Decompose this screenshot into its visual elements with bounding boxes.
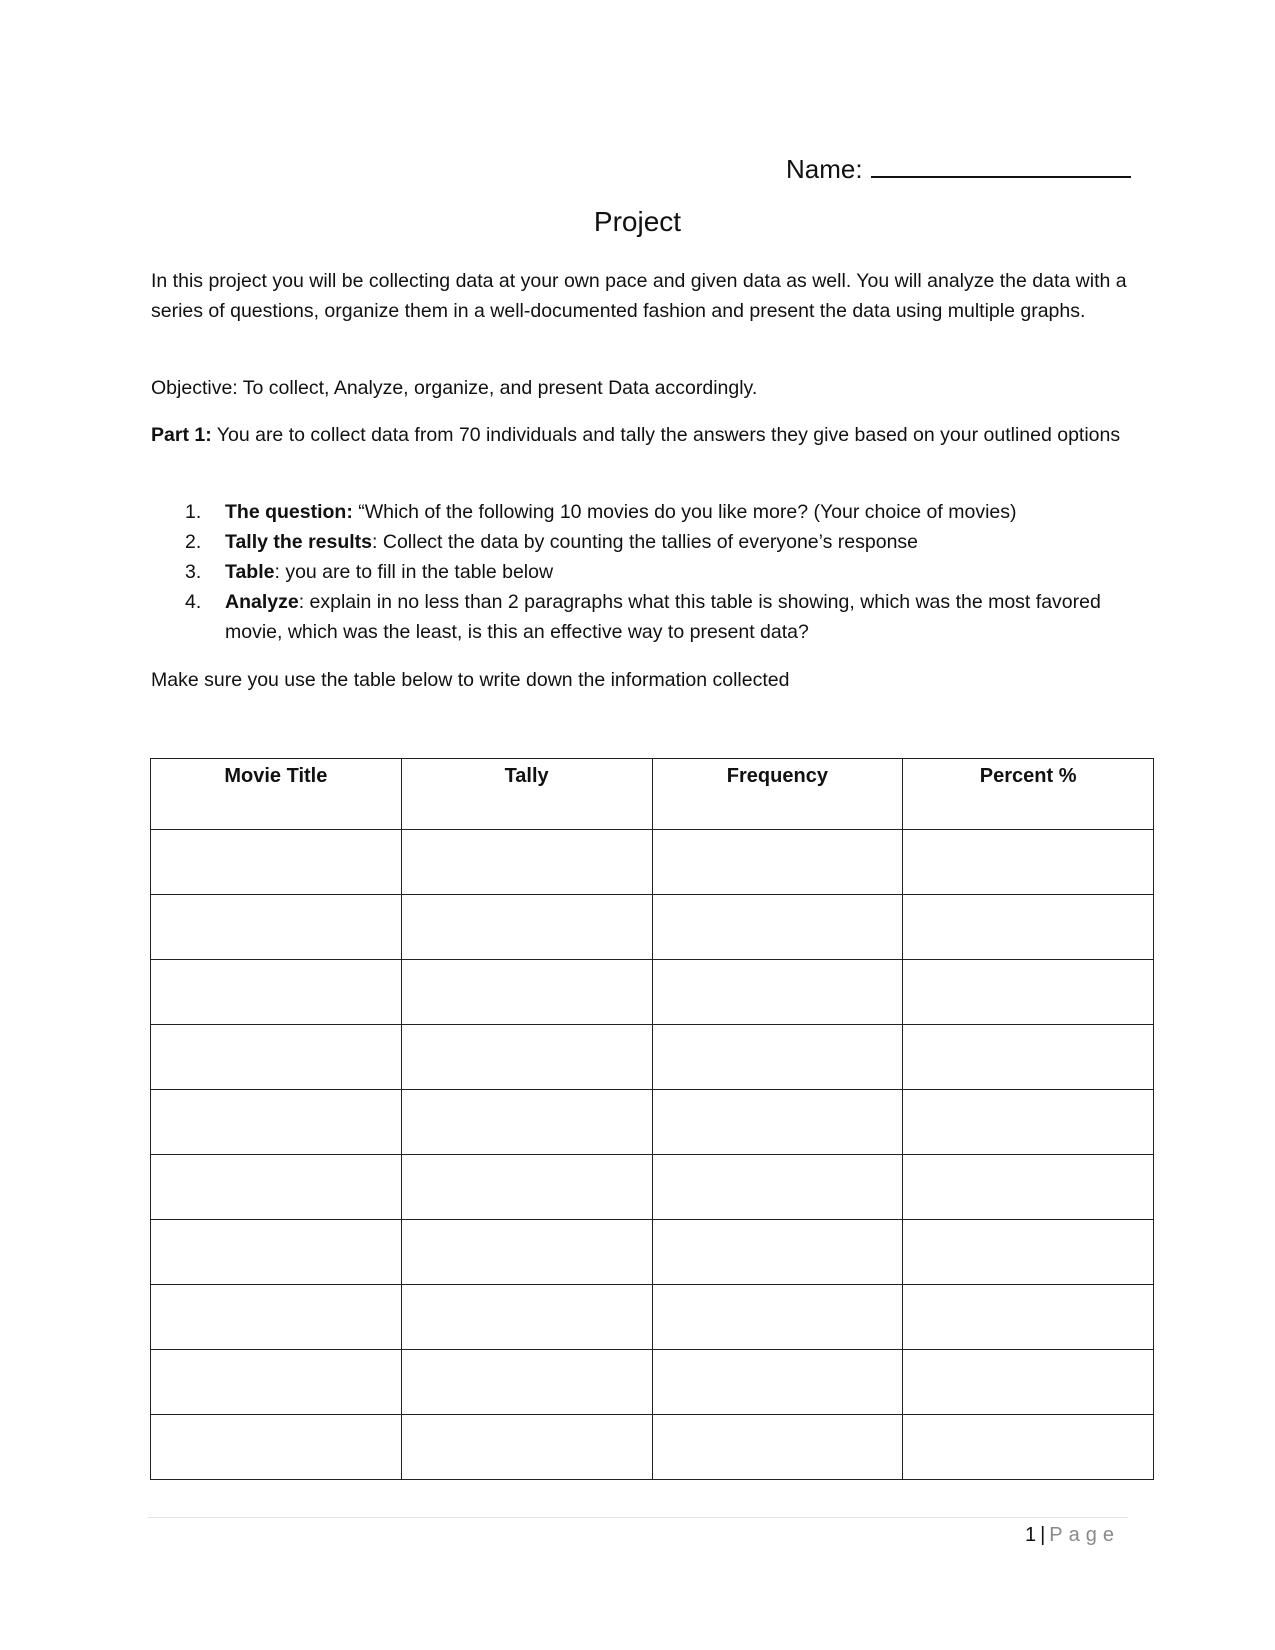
objective-paragraph: Objective: To collect, Analyze, organize, and present Data accordingly.: [151, 377, 758, 399]
table-cell[interactable]: [652, 1285, 903, 1350]
table-header-row: [151, 759, 1154, 830]
table-cell[interactable]: [903, 960, 1154, 1025]
step-heading: Tally the results: [225, 531, 373, 553]
table-cell[interactable]: [401, 1090, 652, 1155]
table-row: [151, 1415, 1154, 1480]
table-cell[interactable]: [151, 895, 402, 960]
step-heading: The question:: [225, 501, 353, 523]
list-item: [185, 527, 1105, 557]
name-field: [786, 152, 1131, 185]
table-cell[interactable]: [401, 1350, 652, 1415]
table-row: [151, 895, 1154, 960]
table-cell[interactable]: [903, 1285, 1154, 1350]
table-cell[interactable]: [903, 1220, 1154, 1285]
table-row: [151, 1285, 1154, 1350]
table-cell[interactable]: [401, 895, 652, 960]
table-cell[interactable]: [903, 830, 1154, 895]
table-row: [151, 1220, 1154, 1285]
table-cell[interactable]: [151, 830, 402, 895]
intro-paragraph: In this project you will be collecting data at your own pace and given data as well. You will analyze the data with a series of questions, organize them in a well-documented fashion and present the data using multiple graphs.: [151, 270, 1127, 322]
part1-text: You are to collect data from 70 individuals and tally the answers they give based on your outlined options: [211, 424, 1121, 446]
table-body: [151, 830, 1154, 1480]
table-row: [151, 830, 1154, 895]
steps-list: [185, 497, 1105, 647]
table-cell[interactable]: [401, 830, 652, 895]
name-blank-line[interactable]: [871, 152, 1131, 178]
list-item: [185, 587, 1105, 647]
part1-paragraph: [151, 420, 1131, 450]
instruction-paragraph: Make sure you use the table below to write down the information collected: [151, 669, 790, 691]
table-cell[interactable]: [903, 1415, 1154, 1480]
table-cell[interactable]: [652, 1025, 903, 1090]
table-cell[interactable]: [652, 960, 903, 1025]
table-cell[interactable]: [652, 1220, 903, 1285]
step-text: : explain in no less than 2 paragraphs what this table is showing, which was the most favored movie, which was the least, is this an effective way to present data?: [225, 591, 1101, 643]
movie-data-table: [150, 758, 1154, 1480]
page-number: 1: [1024, 1524, 1037, 1546]
table-row: [151, 1025, 1154, 1090]
table-cell[interactable]: [401, 1285, 652, 1350]
table-cell[interactable]: [151, 1220, 402, 1285]
step-heading: Table: [225, 561, 275, 583]
page-word: Page: [1049, 1524, 1120, 1546]
table-row: [151, 960, 1154, 1025]
step-number: 3.: [185, 561, 202, 583]
page-footer: [1025, 1524, 1120, 1547]
step-heading: Analyze: [225, 591, 299, 613]
table-cell[interactable]: [151, 1285, 402, 1350]
table-cell[interactable]: [903, 1025, 1154, 1090]
table-cell[interactable]: [652, 1415, 903, 1480]
step-number: 2.: [185, 531, 202, 553]
step-text: “Which of the following 10 movies do you like more? (Your choice of movies): [352, 501, 1017, 523]
table-cell[interactable]: [652, 830, 903, 895]
name-label: Name:: [786, 154, 863, 184]
table-cell[interactable]: [903, 1155, 1154, 1220]
table-cell[interactable]: [903, 1350, 1154, 1415]
table-cell[interactable]: [401, 1220, 652, 1285]
table-cell[interactable]: [151, 1155, 402, 1220]
table-row: [151, 1090, 1154, 1155]
page-title: Project: [593, 206, 682, 237]
step-text: : you are to fill in the table below: [274, 561, 554, 583]
column-header-percent: Percent %: [903, 759, 1154, 830]
table-cell[interactable]: [151, 1025, 402, 1090]
step-number: 4.: [185, 591, 202, 613]
footer-divider: [148, 1517, 1128, 1518]
table-cell[interactable]: [401, 1025, 652, 1090]
column-header-tally: Tally: [401, 759, 652, 830]
table-cell[interactable]: [151, 1415, 402, 1480]
table-cell[interactable]: [652, 895, 903, 960]
table-cell[interactable]: [401, 1415, 652, 1480]
table-cell[interactable]: [903, 1090, 1154, 1155]
table-cell[interactable]: [652, 1090, 903, 1155]
column-header-movie-title: Movie Title: [151, 759, 402, 830]
column-header-frequency: Frequency: [652, 759, 903, 830]
table-cell[interactable]: [151, 960, 402, 1025]
table-row: [151, 1155, 1154, 1220]
table-cell[interactable]: [151, 1090, 402, 1155]
table-row: [151, 1350, 1154, 1415]
table-cell[interactable]: [401, 960, 652, 1025]
table-cell[interactable]: [652, 1350, 903, 1415]
list-item: [185, 557, 1105, 587]
table-cell[interactable]: [151, 1350, 402, 1415]
step-number: 1.: [185, 501, 202, 523]
step-text: : Collect the data by counting the tallies of everyone’s response: [372, 531, 919, 553]
part1-label: Part 1:: [151, 424, 212, 446]
table-cell[interactable]: [401, 1155, 652, 1220]
list-item: [185, 497, 1105, 527]
table-cell[interactable]: [652, 1155, 903, 1220]
footer-separator: |: [1040, 1524, 1046, 1546]
table-cell[interactable]: [903, 895, 1154, 960]
